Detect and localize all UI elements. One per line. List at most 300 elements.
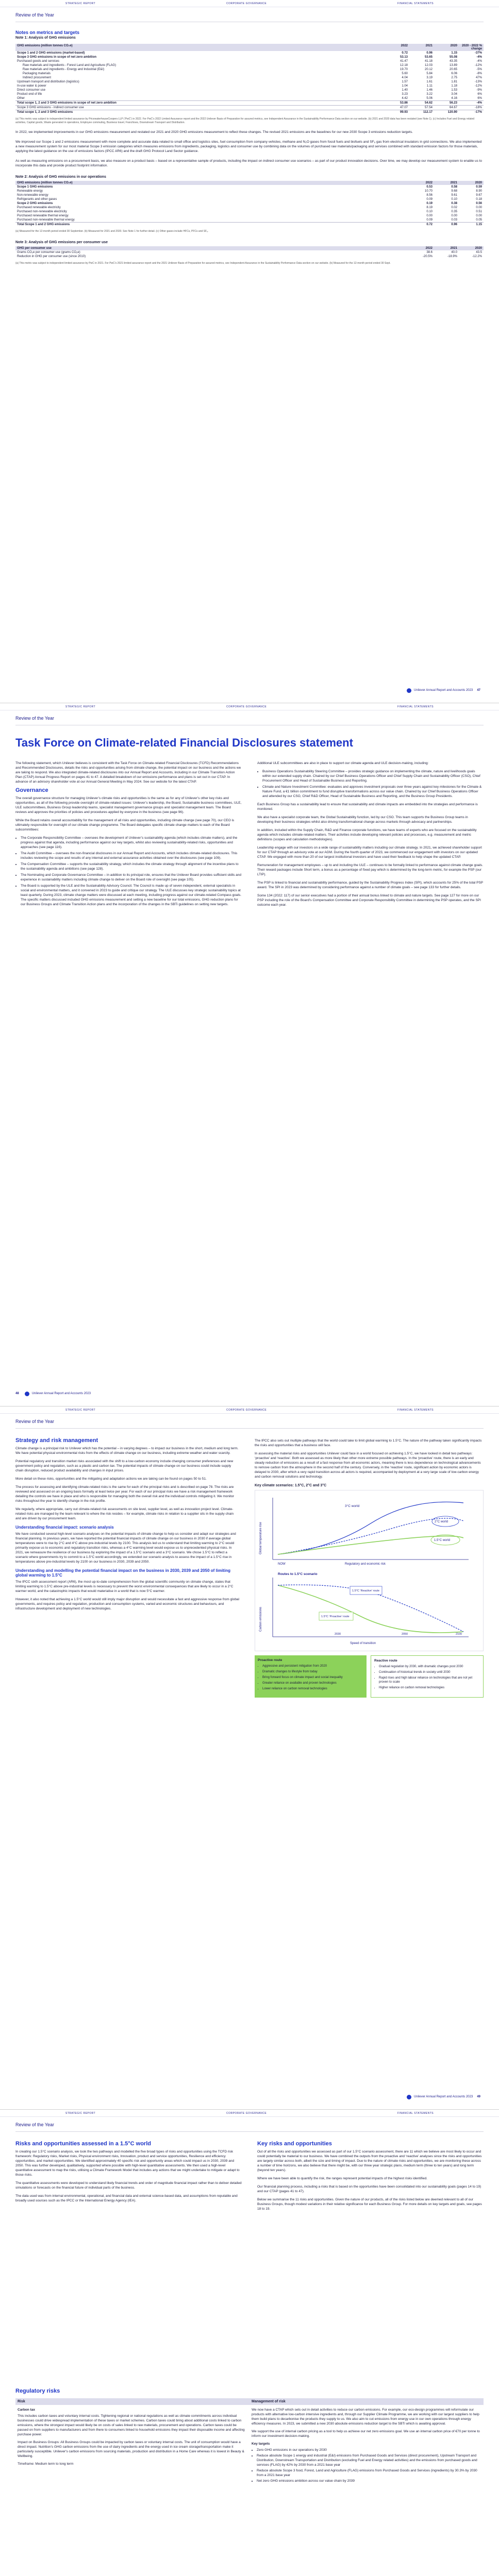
list-item: • Gradual regulation by 2030, with dramatic changes post 2030 — [379, 1665, 480, 1669]
paragraph: This includes carbon taxes and voluntary internal costs. Tightening regional or national regulations as well as climate commitments across individual businesses could drive widespread implementation of these taxes or market schemes. Carbon taxes could bring about additional costs linked to carbon emissions, where the strongest impact would likely be on costs of sales linked to raw materials, procurement and operations. Carbon taxes could be passed on from suppliers to manufacturers and from there to consumers linked to household emissions they impact their disposable income and affecting purchase power. — [18, 2414, 245, 2436]
paragraph: Remuneration for management employees – up to and including the ULE – continues to be formally linked to performance against climate change goals. Their reward packages include Short term, a bonus as a percentage of fixed pay which is determined by the long-term metric, for example the PSP (our LTIP). — [257, 863, 483, 876]
paragraph: However, it also noted that achieving a 1.5°C world would still imply major disruption and would necessitate a fast and aggressive response from global governments, and requires policy and regulation, production and consumption systems, varied and economic structures and behaviours, and infrastructure development and deployment of new technologies. — [15, 1598, 239, 1611]
table-cell: 12.03 — [424, 64, 433, 67]
row-label: Product end of life — [17, 93, 42, 96]
table-cell: 5.84 — [426, 72, 433, 75]
divider — [15, 2131, 484, 2132]
paragraph: Impact on Business Groups: All Business Groups could be impacted by carbon taxes or voluntary internal costs. The unit of consumption would have a direct impact. Nutrition's GHG carbon emissions from the use of dairy ingredients and the energy used in ice cream storage/transportation make it particularly susceptible. Unilever's carbon emissions from sourcing materials, production and distribution in a Home Care whereas it is lowest in Beauty & Wellbeing. — [18, 2441, 244, 2458]
paragraph: Each Business Group has a sustainability lead to ensure that sustainability and climate impacts are embedded into the strategies and performance is monitored. — [257, 803, 478, 811]
table-cell: 0.00 — [476, 206, 482, 209]
path-3c — [278, 1502, 463, 1554]
list-item: • Rapid rises and high labour reliance on technologies that are not yet proven to scale — [379, 1676, 480, 1684]
table-cell: 19.70 — [400, 68, 408, 71]
table-cell: 0.72 — [402, 52, 408, 55]
table-cell: 47.07 — [385, 106, 409, 110]
table-cell: 64.67 — [434, 106, 459, 110]
table-cell: 20.65 — [449, 68, 457, 71]
nav-corporate-governance[interactable]: CORPORATE GOVERNANCE — [226, 2, 267, 5]
table-footnotes: (a) This metric was subject to independent limited assurance by PwC in 2021. For PwC’s 2021 limited assurance report and the 2021 Unilever Basis of Preparation for assured metrics, see Independent Assurance in the Sustainability Performance Data section on our website. (b) Measured for the 12-month period ended 30 Sept. — [15, 262, 391, 265]
table-cell: 0.03 — [451, 218, 457, 222]
footer-text: Unilever Annual Report and Accounts 2023 — [31, 1392, 91, 1395]
table-cell: 0.56 — [476, 202, 482, 205]
table-cell: 9.68 — [451, 190, 457, 193]
table-cell: 0.09 — [426, 218, 433, 222]
x-axis-label: Speed of transition — [350, 1642, 376, 1645]
table-cell: 6% — [477, 93, 482, 96]
list-item: • The Nominating and Corporate Governance Committee – in addition to its principal role, ensures that the Unilever Board provides sufficient skills and experience in sustainability matters including climate change to deliver on the Board role of oversight (see page 105). — [21, 873, 242, 882]
list-item: • Climate and Nature Investment Committee: evaluates and approves investment proposals over three years against key milestones for the Climate & Nature Fund, a €1 billion commitment to fund disruptive transformations across our value chain. Chaired by our Chief Business Operations Officer and attended by our CSO, Chief R&D Officer, Head of Sustainable Business and Reporting, and the Business Group Presidents. — [262, 785, 484, 799]
table-row — [15, 185, 484, 189]
row-label: Scope 1 and 2 GHG emissions (market-based) — [17, 52, 85, 55]
table-row — [15, 55, 484, 59]
table-cell: -37% — [474, 52, 482, 55]
key-targets-heading: Key targets — [252, 2442, 270, 2446]
ghg-operations-table — [15, 181, 484, 227]
table-row — [15, 88, 484, 92]
column-header: 2022 — [425, 247, 433, 250]
table-cell: 5.60 — [402, 72, 408, 75]
page-3 — [0, 1406, 499, 2110]
table-cell: 9.61 — [451, 194, 457, 197]
row-label: Renewable energy — [17, 190, 43, 193]
table-cell: 1.61 — [426, 80, 433, 83]
regulatory-risks-title: Regulatory risks — [15, 2388, 60, 2394]
table-cell: -4% — [476, 60, 482, 63]
table-cell: 4.04 — [402, 76, 408, 79]
carbon-tax-heading: Carbon tax — [18, 2408, 35, 2412]
review-of-year-label: Review of the Year — [15, 716, 55, 721]
list-item: • The Audit Committee – oversees the non-financial disclosures in our Annual Report and Accounts, which includes climate-related disclosures. This includes reviewing the scope and results of any internal and external assurance activities obtained over the disclosures (see page 109). — [21, 851, 242, 860]
row-label: Raw materials and ingredients - Forest Land and Agriculture (FLAG) — [23, 64, 117, 67]
top-navigation — [0, 703, 499, 710]
table-header-row — [15, 44, 484, 51]
row-label: Purchased non-renewable thermal energy — [17, 218, 75, 222]
strategy-heading: Strategy and risk management — [15, 1437, 98, 1444]
proactive-route-title: Proactive route — [258, 1658, 282, 1662]
scenario-heading: Understanding financial impact: scenario analysis — [15, 1525, 114, 1530]
table-cell: 38.6 — [426, 251, 433, 254]
left-column — [15, 761, 242, 911]
paragraph: The quantitative assessments were developed to understand likely financial trends and order of magnitude financial impact rather than to deliver detailed simulations or forecasts on the financial future of individual parts of the business. — [15, 2181, 242, 2190]
table-cell: -8% — [476, 72, 482, 75]
row-label: Purchased renewable thermal energy — [17, 214, 69, 217]
table-header-row — [15, 246, 484, 250]
table-cell: 1.46 — [426, 89, 433, 92]
page-number: 47 — [477, 689, 480, 692]
list-item: • Lower reliance on carbon removal technologies — [262, 1687, 363, 1691]
nav-strategic-report[interactable]: STRATEGIC REPORT — [65, 2111, 96, 2115]
nav-strategic-report[interactable]: STRATEGIC REPORT — [65, 2, 96, 5]
table-cell: 13.89 — [449, 64, 457, 67]
table-cell: 0.96 — [434, 223, 459, 227]
row-label: Direct consumer use — [17, 89, 46, 92]
row-label: Purchased non-renewable electricity — [17, 210, 67, 213]
nav-corporate-governance[interactable]: CORPORATE GOVERNANCE — [226, 1408, 267, 1412]
row-label: In-use water & power — [17, 84, 46, 88]
page-4 — [0, 2110, 499, 2576]
column-header: 2020 - 2022 % change — [461, 44, 482, 50]
row-label: Purchased goods and services — [17, 60, 60, 63]
table-row — [15, 193, 484, 197]
nav-financial-statements[interactable]: FINANCIAL STATEMENTS — [397, 705, 434, 708]
table-cell: 6% — [477, 97, 482, 100]
table-cell: 3.19 — [426, 76, 433, 79]
list-item: • Bring forward focus on climate impact and social inequality — [262, 1675, 363, 1680]
list-item: • Higher reliance on carbon removal technologies — [379, 1686, 480, 1690]
table-cell: -4% — [459, 101, 484, 106]
row-label: Upstream transport and distribution (logistics) — [17, 80, 79, 83]
reactive-route-label: 1.5°C ‘Reactive’ route — [352, 1589, 380, 1592]
management-column — [250, 2398, 484, 2485]
paragraph: In addition, included within the Supply Chain, R&D and Finance corporate functions, we have teams of experts who are focused on the sustainability agenda which includes climate-related matters. Their activities include developing relevant policies and processes, e.g. measurement and metric definitions (scopes and calculation methodologies). — [257, 828, 477, 841]
table-cell: 54.62 — [409, 101, 434, 106]
table-cell: -4% — [476, 56, 482, 59]
paragraph: In assessing the material risks and opportunities Unilever could face in a world focused on achieving 1.5°C, we have looked in detail two pathways: ‘proactive’ and ‘reactive’. Both we assessed as more likely than other more extreme possible pathways. In the ‘proactive’ route, there is an early and steady reduction of emissions as a result of a fast response from all economic actors, meaning there is less dependence on technological advancements to remove carbon from the atmosphere in the second half of the century. Conversely, in the ‘reactive’ route, significant action by economic actors is delayed to 2030, after which a very rapid transition across all actors is required, accompanied by deployment at a very large scale of low-carbon energy and carbon removal solutions and technology. — [255, 1452, 481, 1479]
section-title: Notes on metrics and targets — [15, 30, 80, 35]
right-column — [255, 1438, 484, 1698]
table-row — [15, 72, 484, 76]
paragraph: More detail on these risks, opportunities and the mitigating and adaptation actions we are taking can be found on pages 50 to 51. — [15, 1477, 207, 1481]
divider — [15, 1428, 484, 1429]
table-cell: 1.15 — [451, 52, 457, 55]
paragraph: The data used was from internal environmental, operational, and financial data and external science-based data, and assumptions from reputable and broadly used sources such as the IPCC or the International Energy Agency (IEA). — [15, 2194, 238, 2202]
table-cell: 40.0 — [451, 251, 457, 254]
proactive-route-label: 1.5°C ‘Proactive’ route — [321, 1615, 350, 1618]
table-row — [15, 250, 484, 255]
table-cell: 9.67 — [476, 194, 482, 197]
row-label: Scope 3 GHG emissions - indirect consumer use — [15, 106, 385, 110]
management-column-header: Management of risk — [250, 2398, 484, 2405]
table-cell: 1.81 — [451, 80, 457, 83]
governance-heading: Governance — [15, 787, 48, 793]
paragraph: Additional ULE subcommittees are also in place to support our climate agenda and ULE decision-making, including: — [257, 761, 429, 765]
key-risks-heading: Key risks and opportunities — [257, 2141, 332, 2147]
table-cell: 0.72 — [409, 223, 434, 227]
table-row — [15, 223, 484, 227]
row-label: Refrigerants and other gases — [17, 198, 57, 201]
table-cell: 0.96 — [426, 52, 433, 55]
risk-column — [15, 2398, 250, 2485]
note-3-title: Note 3: Analysis of GHG emissions per consumer use — [15, 241, 108, 244]
table-cell: 0.35 — [451, 210, 457, 213]
list-item: • Continuation of historical trends in society until 2030 — [379, 1670, 480, 1674]
label-2c-world: 2°C world — [435, 1520, 448, 1523]
y2-axis-label: Carbon emissions — [259, 1606, 262, 1632]
table-cell: 112.17 — [409, 110, 434, 115]
review-of-year-label: Review of the Year — [15, 1419, 55, 1424]
table-cell: 8.19 — [426, 206, 433, 209]
paragraph: We also have a specialist corporate team, the Global Sustainability function, led by our CSO. This team supports the Business Group teams in developing their business strategies whilst also driving transformational change across markets through advocacy and partnerships. — [257, 816, 468, 824]
committee-list — [15, 836, 242, 907]
table-cell: 0.09 — [426, 198, 433, 201]
footer-text: Unilever Annual Report and Accounts 2023 — [413, 689, 473, 692]
now-label: NOW — [278, 1563, 286, 1566]
table-cell: 1.04 — [402, 84, 408, 88]
risk-column-header: Risk — [15, 2398, 250, 2405]
risks-heading: Risks and opportunities assessed in a 1.5°C world — [15, 2141, 151, 2147]
table-cell: 0.19 — [426, 202, 433, 205]
table-row — [15, 201, 484, 206]
table-cell: 5.06 — [426, 97, 433, 100]
table-cell: 3.22 — [426, 93, 433, 96]
table-cell: 6.06 — [451, 72, 457, 75]
table-cell: 3.04 — [451, 93, 457, 96]
table-row — [15, 63, 484, 67]
note-2-title: Note 2: Analysis of GHG emissions in our operations — [15, 175, 106, 179]
row-label: Raw materials and ingredients - Energy and Industrial (E&I) — [23, 68, 105, 71]
table-row — [15, 76, 484, 80]
nav-financial-statements[interactable]: FINANCIAL STATEMENTS — [397, 2, 434, 5]
top-navigation — [0, 2110, 499, 2117]
table-cell: 53.13 — [400, 56, 408, 59]
timeframe-text: Timeframe: Medium term to long term — [18, 2462, 74, 2466]
table-row — [15, 206, 484, 210]
paragraph: While the Board retains overall accountability for the management of all risks and opportunities, including climate change (see page 70), our CEO is ultimately responsible for oversight of our climate change programme. The Board delegates specific climate change matters to each of the Board subcommittees: — [15, 819, 235, 832]
table-cell: 0.58 — [451, 185, 457, 189]
row-label: Indirect procurement — [23, 76, 52, 79]
table-row — [15, 197, 484, 201]
paragraph: We improved our Scope 1 and 2 emissions measurement with more complete and accurate data related to small office and logistics sites, fuel consumption from company vehicles, methane and N₂O gases from fossil fuels and biofuels and SF₆ gas from electrical insulators in grid connections. We also implemented a new measurement system for our most material Scope 3 emission categories which measures emissions from ingredients, packaging, logistics and consumer use by combining data on the volumes of purchased raw materials/packaging and services combined with standard emission factors for those materials, applying the latest guidance on the use of emissions factors (IPCC AR6) and the draft GHG Protocol Land Sector guidance. — [15, 140, 482, 153]
page-footer — [15, 2094, 484, 2100]
year-2030-label: 2030 — [335, 1633, 341, 1636]
paragraph: Potential regulatory and transition market risks associated with the shift to a low-carbon economy include changing consumer preferences and new government policy and regulation, such as a plastic and carbon tax. The potential impacts of climate change on our business could include supply chain disruption, reduced product availability and changes in input prices. — [15, 1460, 234, 1472]
row-label: Other — [17, 97, 25, 100]
column-header: 2020 — [450, 44, 457, 47]
table-row — [15, 84, 484, 88]
table-cell: 57.54 — [409, 106, 434, 110]
column-header: 2020 — [475, 247, 482, 250]
table-cell: 53.86 — [385, 101, 409, 106]
note-1-title: Note 1: Analysis of GHG emissions — [15, 36, 76, 40]
routes-label: Routes to 1.5°C scenario — [278, 1572, 318, 1576]
table-row — [15, 51, 484, 55]
row-label: Scope 1 GHG emissions — [17, 185, 53, 189]
column-header: GHG emissions (million tonnes CO₂e) — [17, 44, 73, 47]
paragraph: Where we have been able to quantify the risk, the ranges represent potential impacts of the highest risks identified. — [257, 2177, 427, 2180]
table-row — [15, 67, 484, 72]
scenario-diagram-svg — [257, 1493, 481, 1647]
paragraph: We regularly, where appropriate, carry out climate-related risk assessments on site level, supplier level, as well as innovation project level. Climate-related risks are managed by the team relevant to where the risk resides – for example, climate risks in relation to a supplier sits in the supply chain and are driven by our procurement team. — [15, 1507, 234, 1520]
nav-strategic-report[interactable]: STRATEGIC REPORT — [65, 1408, 96, 1412]
paragraph: Below we summarise the 11 risks and opportunities. Given the nature of our products, all of the risks listed below are deemed relevant to all of our Business Groups, though modest variations in their relative significance for each Business Group. For more details on key targets and goals, see pages 18 to 19. — [257, 2198, 482, 2211]
table-cell: -13% — [474, 80, 482, 83]
column-header: 2022 — [401, 44, 408, 47]
table-cell: 0.05 — [476, 218, 482, 222]
column-header: 2021 — [450, 181, 457, 184]
table-cell: 55.08 — [449, 56, 457, 59]
paragraph: We support the use of internal carbon pricing as a tool to help us achieve our net zero emissions goal. We use an internal carbon price of €70 per tonne to inform our investment decision-making. — [252, 2430, 480, 2438]
list-item: • The Compensation Committee – supports the sustainability strategy, which includes the climate strategy through alignment of the incentive plans to the sustainability agenda and ambitions (see page 128). — [21, 862, 242, 871]
row-label: Total scope 1, 2 and 3 GHG emissions — [15, 110, 385, 115]
table-cell: 3.23 — [402, 93, 408, 96]
table-row — [15, 80, 484, 84]
table-cell: 1.40 — [402, 89, 408, 92]
table-footnotes: (a) Measured for the 12-month period ended 30 September. (b) Measured for 2021 and 2020. See Note 1 for further detail. (c) Other gases include HFCs, PFCs and SF₆. — [15, 230, 209, 233]
table-cell: 0.38 — [451, 202, 457, 205]
y-axis-label: Global temperature rise — [259, 1522, 262, 1554]
table-cell: 20.12 — [424, 68, 433, 71]
paragraph: The following statement, which Unilever believes is consistent with the Task Force on Climate-related Financial Disclosures (TCFD) Recommendations and Recommended Disclosures, details the risks and opportunities arising from climate change, the potential impact on our business and the actions we are taking to respond. We also integrated climate-related disclosures into our Annual Report and Accounts, including in our Climate Transition Action Plan (CTAP) Annual Progress Report on pages 41 to 47. A detailed breakdown of our emissions performance and plans is set out in our CTAP. In advance of an advisory shareholder vote at our Annual General Meeting in May 2024. See our website for the latest CTAP. — [15, 761, 241, 784]
row-label: Total Scope 1 and 2 GHG emissions — [15, 223, 409, 227]
list-item: • Net zero GHG emissions ambition across our value chain by 2039 — [257, 2479, 481, 2483]
risks-columns — [15, 2142, 484, 2215]
list-item: • Business Operations Sustainability Steering Committee – provides strategic guidance on implementing the climate, nature and livelihoods goals within our extended supply chain. Chaired by our Chief Business Operations Officer and Chief Supply Chain and Sustainability Officer (CSO), Chief Procurement Officer and Head of Sustainable Business and Reporting. — [262, 769, 484, 783]
page-number: 48 — [15, 1392, 19, 1395]
diagram-title: Key climate scenarios: 1.5°C, 2°C and 3°C — [255, 1484, 327, 1487]
table-row — [15, 255, 484, 259]
table-cell: 0.53 — [426, 185, 433, 189]
paragraph: In 2022, we implemented improvements in our GHG emissions measurement and restated our 2021 and 2020 GHG emissions measurement to reflect these changes. The revised 2021 emissions are the baselines for our new 2030 Scope 3 emissions reduction targets. — [15, 130, 413, 134]
table-cell: -12% — [474, 64, 482, 67]
row-label: Purchased renewable electricity — [17, 206, 61, 209]
table-cell: 0.00 — [426, 214, 433, 217]
table-cell: 0.59 — [476, 185, 482, 189]
table-row — [15, 189, 484, 193]
paragraph: The IPCC sixth assessment report (AR6), the most up-to-date comprehension from the global scientific community on climate change, states that limiting warming to 1.5°C above pre-industrial levels is necessary to prevent the worst environmental consequences that are likely to occur in a 2°C warmer world, and the catastrophic impacts that would materialise in a world that is now 5°C warmer. — [15, 1580, 234, 1593]
list-item: • Zero GHG emissions in our operations by 2030 — [257, 2448, 481, 2452]
table-row — [15, 106, 484, 110]
column-header: GHG emissions (million tonnes CO₂e) — [17, 181, 73, 184]
label-15c-world: 1.5°C world — [434, 1539, 451, 1542]
unilever-logo-icon — [407, 688, 411, 693]
table-row — [15, 110, 484, 115]
ghg-consumer-use-table — [15, 246, 484, 259]
row-label: Total scope 1, 2 and 3 GHG emissions in scope of net zero ambition — [15, 101, 385, 106]
table-cell: 0.10 — [451, 198, 457, 201]
table-cell: 43.35 — [449, 60, 457, 63]
regulatory-risk-table — [15, 2398, 484, 2485]
column-header: 2021 — [425, 44, 433, 47]
list-item: • Aggressive and persistent mitigation from 2020 — [262, 1664, 363, 1668]
paragraph: Some 134 (2022: 117) of our senior executives had a portion of their annual bonus linked to climate and nature targets. See page 127 for more on our PSP including the role of the Board’s Compensation Committee and Corporate Responsibility Committee in determining the PSP operates, and the SPI outcome each year. — [257, 894, 481, 907]
paragraph: The overall governance structure for managing Unilever’s climate risks and opportunities is the same as for any of Unilever’s other key risks and opportunities, as all of the following provide oversight of climate-related issues: Unilever’s leadership, the Board, Sustainable business committees, ULE, ULE subcommittees, Business Group leadership teams, specialist management governance groups and specialist management team. The Board reviews and approves the priorities of policies and procedures applied by everyone in the business (see page 96). — [15, 796, 242, 814]
route-boxes — [255, 1655, 484, 1698]
paragraph: Climate change is a principal risk to Unilever which has the potential – in varying degrees – to impact our business in the short, medium and long term. We have potential physical environmental risks from the effects of climate change on our business, including extreme weather and water scarcity. — [15, 1447, 239, 1455]
table-cell: 41.18 — [424, 60, 433, 63]
ghg-analysis-table — [15, 44, 484, 114]
table-cell: 0.18 — [476, 198, 482, 201]
table-cell: 0.00 — [476, 214, 482, 217]
row-label: Reduction in GHG per consumer use (since 2010) — [17, 255, 86, 258]
right-column — [257, 2142, 484, 2215]
paragraph: We have conducted several high-level scenario analyses on the potential impacts of climate change to help us consider and adapt our strategies and financial planning. In previous years, we have reported the potential financial impacts of climate change on our business in 2030 if average global temperatures were to rise by 2°C and 4°C above pre-industrial levels by 2100. This analysis led us to understand that limiting warming to 2°C would primarily expose us to economic and regulatory transition risks, whereas a 4°C warming level would expose us to unprecedented physical risks. In 2021, we remeasure the resilience of our business by exploring the impact of a 1.5°C scenario and a 3°C scenario. We chose 1.5°C to reflect a scenario where governments try to commit to a 1.5°C world accordingly, we extended our scenario analysis to assess the impact of a 1.5°C rise in temperatures above pre-industrial levels by 2100 on our business in 2030, 2039 and 2050. — [15, 1532, 236, 1564]
table-row — [15, 101, 484, 106]
metrics-notes — [15, 30, 484, 265]
left-column — [15, 2142, 242, 2215]
page-number: 49 — [477, 2095, 480, 2098]
proactive-route-box — [255, 1655, 367, 1698]
column-header: 2021 — [450, 247, 457, 250]
label-3c-world: 3°C world — [345, 1504, 360, 1508]
row-label: Scope 2 GHG emissions — [17, 202, 53, 205]
table-cell: 53.65 — [424, 56, 433, 59]
column-header: GHG per consumer use — [17, 247, 52, 250]
list-item: • Greater reliance on available and proven technologies — [262, 1681, 363, 1685]
table-cell: -5% — [476, 68, 482, 71]
row-label: Scope 3 GHG emissions in scope of net zero ambition — [17, 56, 97, 59]
reactive-route-title: Reactive route — [374, 1659, 397, 1663]
table-cell: 43.5 — [476, 251, 482, 254]
table-cell: 12.18 — [400, 64, 408, 67]
regulatory-risk-label: Regulatory and economic risk — [345, 1563, 386, 1566]
table-cell: 1.57 — [402, 80, 408, 83]
table-cell: 41.47 — [400, 60, 408, 63]
nav-financial-statements[interactable]: FINANCIAL STATEMENTS — [397, 2111, 434, 2115]
year-2050-label: 2050 — [402, 1633, 408, 1636]
table-row — [15, 218, 484, 223]
paragraph: The IPCC also sets out multiple pathways that the world could take to limit global warming to 1.5°C. The nature of the pathway taken significantly impacts the risks and opportunities that a business will face. — [255, 1439, 482, 1447]
row-label: Non-renewable energy — [17, 194, 48, 197]
table-cell: 0.10 — [426, 210, 433, 213]
strategy-columns — [15, 1438, 484, 1698]
row-label: Packaging materials — [23, 72, 51, 75]
review-of-year-label: Review of the Year — [15, 12, 55, 18]
table-cell: -18% — [459, 106, 484, 110]
table-cell: 4.42 — [402, 97, 408, 100]
reactive-route-box — [371, 1655, 484, 1698]
nav-corporate-governance[interactable]: CORPORATE GOVERNANCE — [226, 2111, 267, 2115]
impact-heading: Understanding and modelling the potential financial impact on the business in 2030, 2039 and 2050 of limiting global warming to 1.5°C — [15, 1568, 230, 1578]
footer-text: Unilever Annual Report and Accounts 2023 — [413, 2095, 473, 2098]
table-row — [15, 210, 484, 214]
unilever-logo-icon — [25, 1392, 29, 1396]
paragraph: The process for assessing and identifying climate-related risks is the same for each of the principal risks and is described on page 78. The risks are reviewed and assessed on an ongoing basis formally at least twice per year. For each of our principal risks we have a risk management framework detailing the controls we have in place and who is responsible for managing both the overall risk and the individual controls mitigating it. We monitor risks throughout the year to identify change in the risk profile. — [15, 1485, 235, 1503]
table-cell: 1.53 — [451, 89, 457, 92]
list-item: • Reduce absolute Scope 3 food, Forest, Land and Agriculture (FLAG) emissions from Purchased Goods and Services (ingredients) by 30.3% by 2030 from a 2021 base year — [257, 2468, 481, 2478]
table-cell: 2.75 — [451, 76, 457, 79]
table-cell: 99.93 — [385, 110, 409, 115]
table-cell: 4.16 — [451, 97, 457, 100]
table-cell: 0.51 — [476, 210, 482, 213]
paragraph: We now have a CTAP which sets out in detail activities to reduce our carbon emissions. For example, our eco-design programmes will reformulate our products with alternative low-carbon intensive ingredients and, through our Supplier Climate Programme, we are working with our largest suppliers to help them build plans to decarbonise the products they supply to us. We also aim to cut emissions from energy use in our own operations through energy efficiency measures. In 2023, we submitted a new 2030 absolute emissions reduction target to the SBTi which is awaiting approval. — [252, 2408, 479, 2426]
right-column — [257, 761, 484, 911]
table-cell: -17% — [459, 110, 484, 115]
table-cell: 47% — [475, 76, 482, 79]
table-row — [15, 214, 484, 218]
year-2100-label: 2100 — [456, 1633, 462, 1636]
nav-strategic-report[interactable]: STRATEGIC REPORT — [65, 705, 96, 708]
table-cell: 120.90 — [434, 110, 459, 115]
unilever-logo-icon — [407, 2095, 411, 2099]
table-row — [15, 92, 484, 96]
list-item: • Dramatic changes to lifestyle from today — [262, 1670, 363, 1674]
paragraph: In creating our 1.5°C scenario analysis, we took the two pathways and modelled the five broad types of risks and opportunities using the TCFD risk framework: Regulatory risks, Market risks, Physical environment risks, Innovation, product and service opportunities, Resilience and efficiency opportunities, and market opportunities. We identified approximately 40 specific risk and opportunity areas which could impact us in 2030, 2039 and 2050. This was further developed, qualitatively, supported where possible with high-level quantitative assessments. We then used a high-level quantitative assessment to map the risks, utilising a Climate Framework Model that includes any actions that we might undertake to mitigate or adapt to those risks. — [15, 2150, 240, 2177]
table-cell: -9% — [476, 89, 482, 92]
nav-corporate-governance[interactable]: CORPORATE GOVERNANCE — [226, 705, 267, 708]
table-cell: -12% — [474, 84, 482, 88]
table-cell: 1.15 — [459, 223, 484, 227]
page-footer — [15, 1391, 484, 1397]
paragraph: The PSP is linked to financial and sustainability performance, guided by the Sustainability Progress Index (SPI), which accounts for 25% of the total PSP award. The SPI in 2023 was determined by considering performance against a number of climate goals – see page 133 for further details. — [257, 881, 484, 889]
column-header: 2020 — [475, 181, 482, 184]
table-cell: 1.11 — [426, 84, 433, 88]
table-cell: 0.00 — [451, 214, 457, 217]
page-1 — [0, 0, 499, 703]
table-cell: 1.18 — [451, 84, 457, 88]
page-2 — [0, 703, 499, 1406]
table-cell: 8.90 — [476, 190, 482, 193]
table-row — [15, 96, 484, 101]
table-cell: -18.9% — [447, 255, 457, 258]
table-footnotes: (a) This metric was subject to independent limited assurance by PricewaterhouseCoopers LLP (‘PwC’) in 2022. For PwC’s 2022 Limited Assurance report and the 2022 Unilever Basis of Preparation for assured metrics, see Independent Assurance in the Sustainability Performance Data section on our website. (b) 2021 and 2020 data has been restated (see Note 1). (c) Includes Fuel and Energy related activities, Capital goods, Waste generated in operations, Employee commuting, Business travel, Franchises, Downstream Transport and Distribution. — [15, 117, 475, 124]
nav-financial-statements[interactable]: FINANCIAL STATEMENTS — [397, 1408, 434, 1412]
table-cell: 10.70 — [424, 190, 433, 193]
paragraph: Leadership engage with our investors on a wide range of sustainability matters including our climate strategy. In 2021, we achieved shareholder support for our CTAP through an advisory vote at our AGM. During the fourth quarter of 2023, we commenced our engagement with investors on our updated CTAP. We engaged with more than 20 of our largest institutional investors and have used their feedback to help shape the updated CTAP. — [257, 846, 482, 859]
left-column — [15, 1438, 239, 1698]
table-header-row — [15, 181, 484, 185]
top-navigation — [0, 1406, 499, 1414]
table-row — [15, 59, 484, 63]
